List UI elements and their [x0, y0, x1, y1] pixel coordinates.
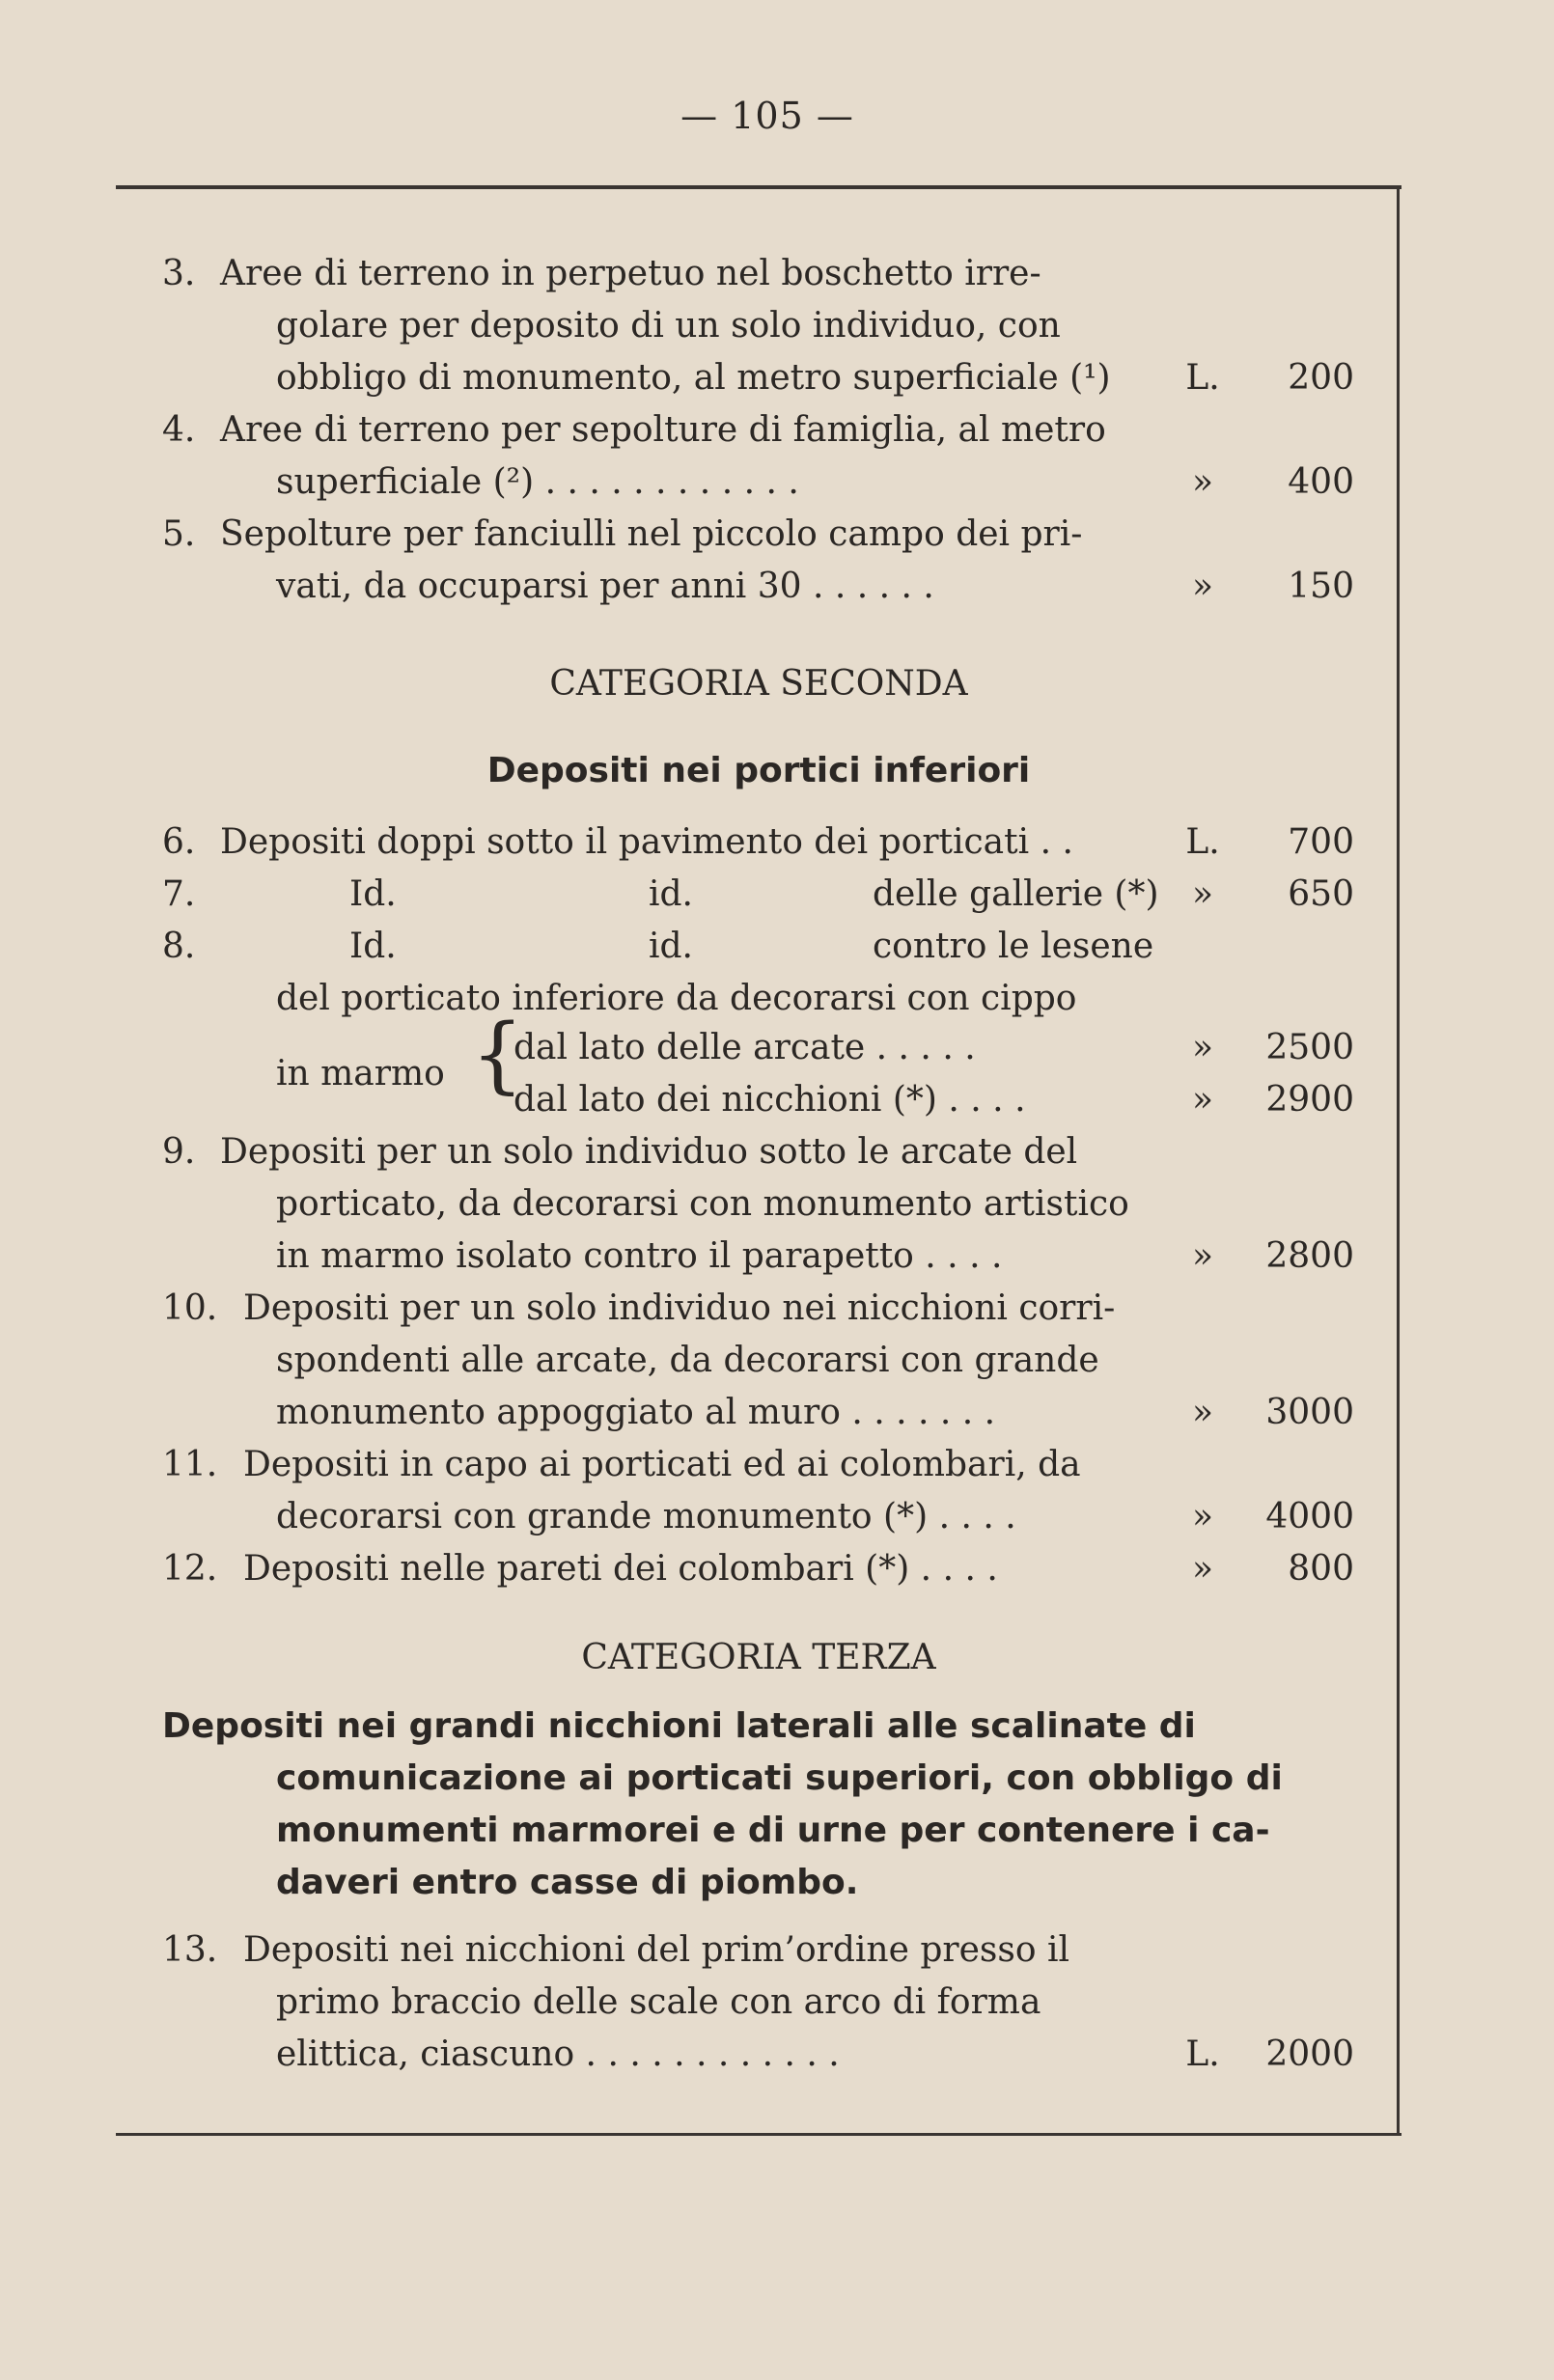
entry-number: 10.	[162, 1288, 218, 1328]
entry-text: Depositi nei nicchioni del prim’ordine presso il	[243, 1930, 1069, 1970]
amount: 800	[1288, 1549, 1354, 1589]
entry-number: 7.	[162, 874, 196, 914]
top-rule	[116, 185, 1401, 189]
entry-text: primo braccio delle scale con arco di forma	[276, 1982, 1041, 2022]
category-2-title: CATEGORIA SECONDA	[549, 664, 968, 704]
entry-text: dal lato delle arcate . . . . .	[513, 1028, 976, 1067]
amount: 150	[1288, 567, 1354, 606]
amount: 400	[1288, 462, 1354, 502]
bottom-rule	[116, 2133, 1401, 2136]
currency: »	[1191, 1497, 1214, 1536]
entry-text: dal lato dei nicchioni (*) . . . .	[513, 1080, 1026, 1120]
subtitle-text: Depositi nei grandi nicchioni laterali alle scalinate di	[162, 1706, 1196, 1746]
amount: 2000	[1265, 2034, 1354, 2074]
entry-text: decorarsi con grande monumento (*) . . . .	[276, 1497, 1016, 1536]
entry-number: 13.	[162, 1930, 218, 1970]
currency: »	[1191, 1393, 1214, 1432]
currency: L.	[1185, 822, 1220, 862]
entry-id: Id.	[349, 927, 397, 966]
entry-text: porticato, da decorarsi con monumento artistico	[276, 1184, 1129, 1224]
entry-text: Depositi in capo ai porticati ed ai colombari, da	[243, 1445, 1081, 1484]
page-number: — 105 —	[680, 95, 854, 137]
currency: L.	[1185, 2034, 1220, 2074]
currency: »	[1191, 1549, 1214, 1589]
entry-text: spondenti alle arcate, da decorarsi con grande	[276, 1341, 1099, 1380]
entry-id-lower: id.	[649, 874, 694, 914]
entry-number: 11.	[162, 1445, 218, 1484]
brace-glyph: {	[471, 1007, 524, 1103]
amount: 2800	[1265, 1236, 1354, 1276]
entry-text: Depositi per un solo individuo sotto le arcate del	[220, 1132, 1078, 1172]
entry-text: golare per deposito di un solo individuo, con	[276, 306, 1061, 346]
entry-text: Depositi doppi sotto il pavimento dei porticati . .	[220, 822, 1073, 862]
entry-text: Aree di terreno in perpetuo nel boschetto irre-	[220, 254, 1041, 293]
subtitle-text: monumenti marmorei e di urne per contenere i ca-	[276, 1811, 1270, 1850]
entry-number: 5.	[162, 514, 196, 554]
category-3-title: CATEGORIA TERZA	[581, 1638, 936, 1677]
entry-text: Sepolture per fanciulli nel piccolo campo dei pri-	[220, 514, 1083, 554]
entry-text: superficiale (²) . . . . . . . . . . . .	[276, 462, 799, 502]
currency: »	[1191, 1236, 1214, 1276]
amount: 3000	[1265, 1393, 1354, 1432]
entry-number: 12.	[162, 1549, 218, 1589]
currency: »	[1191, 567, 1214, 606]
amount: 4000	[1265, 1497, 1354, 1536]
entry-text: Depositi nelle pareti dei colombari (*) . . . .	[243, 1549, 998, 1589]
currency: »	[1191, 874, 1214, 914]
right-rule	[1397, 185, 1400, 2133]
entry-id: Id.	[349, 874, 397, 914]
entry-text: delle gallerie (*)	[873, 874, 1159, 914]
entry-number: 4.	[162, 410, 196, 450]
entry-id-lower: id.	[649, 927, 694, 966]
subtitle-text: daveri entro casse di piombo.	[276, 1863, 859, 1902]
entry-number: 8.	[162, 927, 196, 966]
entry-number: 3.	[162, 254, 196, 293]
entry-text: contro le lesene	[873, 927, 1154, 966]
currency: »	[1191, 1080, 1214, 1120]
entry-text: del porticato inferiore da decorarsi con cippo	[276, 979, 1077, 1018]
subtitle-text: comunicazione ai porticati superiori, con obbligo di	[276, 1758, 1283, 1798]
amount: 2900	[1265, 1080, 1354, 1120]
entry-text: Depositi per un solo individuo nei nicchioni corri-	[243, 1288, 1116, 1328]
entry-text: vati, da occuparsi per anni 30 . . . . . .	[276, 567, 934, 606]
currency: L.	[1185, 358, 1220, 398]
entry-text: obbligo di monumento, al metro superficiale (¹)	[276, 358, 1111, 398]
currency: »	[1191, 462, 1214, 502]
amount: 2500	[1265, 1028, 1354, 1067]
amount: 700	[1288, 822, 1354, 862]
entry-text: elittica, ciascuno . . . . . . . . . . . .	[276, 2034, 840, 2074]
category-2-subtitle: Depositi nei portici inferiori	[486, 751, 1031, 790]
entry-text: in marmo isolato contro il parapetto . . . .	[276, 1236, 1003, 1276]
entry-text: in marmo	[276, 1054, 445, 1093]
currency: »	[1191, 1028, 1214, 1067]
entry-number: 9.	[162, 1132, 196, 1172]
entry-number: 6.	[162, 822, 196, 862]
amount: 200	[1288, 358, 1354, 398]
amount: 650	[1288, 874, 1354, 914]
entry-text: Aree di terreno per sepolture di famiglia, al metro	[220, 410, 1106, 450]
entry-text: monumento appoggiato al muro . . . . . . .	[276, 1393, 996, 1432]
